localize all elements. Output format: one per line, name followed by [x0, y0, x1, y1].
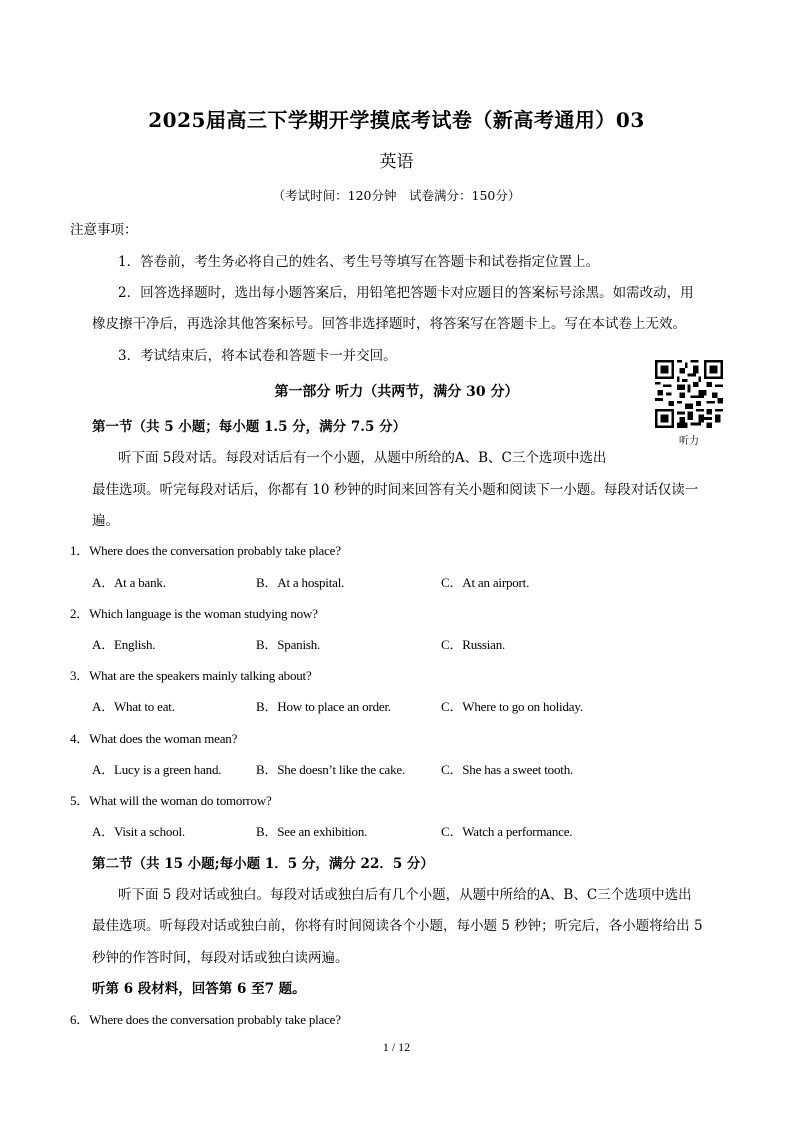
question-1-option-a: A．At a bank. [92, 575, 166, 590]
question-3-option-c: C．Where to go on holiday. [441, 699, 583, 714]
question-4-option-a: A．Lucy is a green hand. [92, 762, 222, 777]
notice-item-3: 3．考试结束后，将本试卷和答题卡一并交回。 [118, 348, 397, 364]
section1-instructions-3: 遍。 [92, 513, 119, 529]
question-2-option-c: C．Russian. [441, 637, 506, 652]
notice-item-2-cont: 橡皮擦干净后，再选涂其他答案标号。回答非选择题时，将答案写在答题卡上。写在本试卷上无效。 [92, 316, 686, 332]
section1-instructions-1: 听下面 5段对话。每段对话后有一个小题，从题中所给的A、B、C三个选项中选出 [118, 450, 607, 466]
question-5-stem: 5．What will the woman do tomorrow? [70, 793, 272, 808]
section2-instructions-1: 听下面 5 段对话或独白。每段对话或独白后有几个小题，从题中所给的A、B、C三个选项中选出 [118, 887, 692, 903]
question-1-option-c: C．At an airport. [441, 575, 530, 590]
notice-item-2: 2．回答选择题时，选出每小题答案后，用铅笔把答题卡对应题目的答案标号涂黑。如需改动，用 [118, 285, 694, 301]
question-1-option-b: B．At a hospital. [256, 575, 345, 590]
section2-instructions-2: 最佳选项。听每段对话或独白前，你将有时间阅读各个小题，每小题 5 秒钟；听完后，各小题将给出 5 [92, 918, 703, 934]
qr-label: 听力 [679, 436, 699, 447]
question-4-option-b: B．She doesn’t like the cake. [256, 762, 406, 777]
question-2-option-b: B．Spanish. [256, 637, 321, 652]
question-6-stem: 6．Where does the conversation probably take place? [70, 1012, 341, 1027]
notice-item-1: 1．答卷前，考生务必将自己的姓名、考生号等填写在答题卡和试卷指定位置上。 [118, 254, 600, 270]
question-4-stem: 4．What does the woman mean? [70, 731, 238, 746]
notice-heading: 注意事项： [70, 222, 138, 238]
question-3-option-b: B．How to place an order. [256, 699, 391, 714]
section1-instructions-2: 最佳选项。听完每段对话后，你都有 10 秒钟的时间来回答有关小题和阅读下一小题。每段对话仅读一 [92, 482, 699, 498]
question-5-option-b: B．See an exhibition. [256, 824, 368, 839]
section1-title: 第一节（共 5 小题；每小题 1.5 分，满分 7.5 分） [92, 419, 407, 435]
question-3-option-a: A．What to eat. [92, 699, 175, 714]
question-1-stem: 1．Where does the conversation probably take place? [70, 543, 341, 558]
qr-code [655, 360, 723, 428]
material-6-heading: 听第 6 段材料，回答第 6 至7 题。 [92, 981, 306, 997]
subject-title: 英语 [379, 152, 414, 172]
page-number: 1 / 12 [382, 1040, 411, 1054]
part1-title: 第一部分 听力（共两节，满分 30 分） [274, 384, 519, 400]
question-5-option-a: A．Visit a school. [92, 824, 185, 839]
question-5-option-c: C．Watch a performance. [441, 824, 573, 839]
question-3-stem: 3．What are the speakers mainly talking about? [70, 668, 312, 683]
section2-title: 第二节（共 15 小题;每小题 1．5 分，满分 22．5 分） [92, 856, 434, 872]
question-2-stem: 2．Which language is the woman studying now? [70, 606, 318, 621]
exam-info: （考试时间：120分钟 试卷满分：150分） [272, 188, 521, 203]
section2-instructions-3: 秒钟的作答时间，每段对话或独白读两遍。 [92, 950, 349, 966]
question-4-option-c: C．She has a sweet tooth. [441, 762, 574, 777]
exam-title: 2025届高三下学期开学摸底考试卷（新高考通用）03 [148, 108, 645, 132]
question-2-option-a: A．English. [92, 637, 156, 652]
